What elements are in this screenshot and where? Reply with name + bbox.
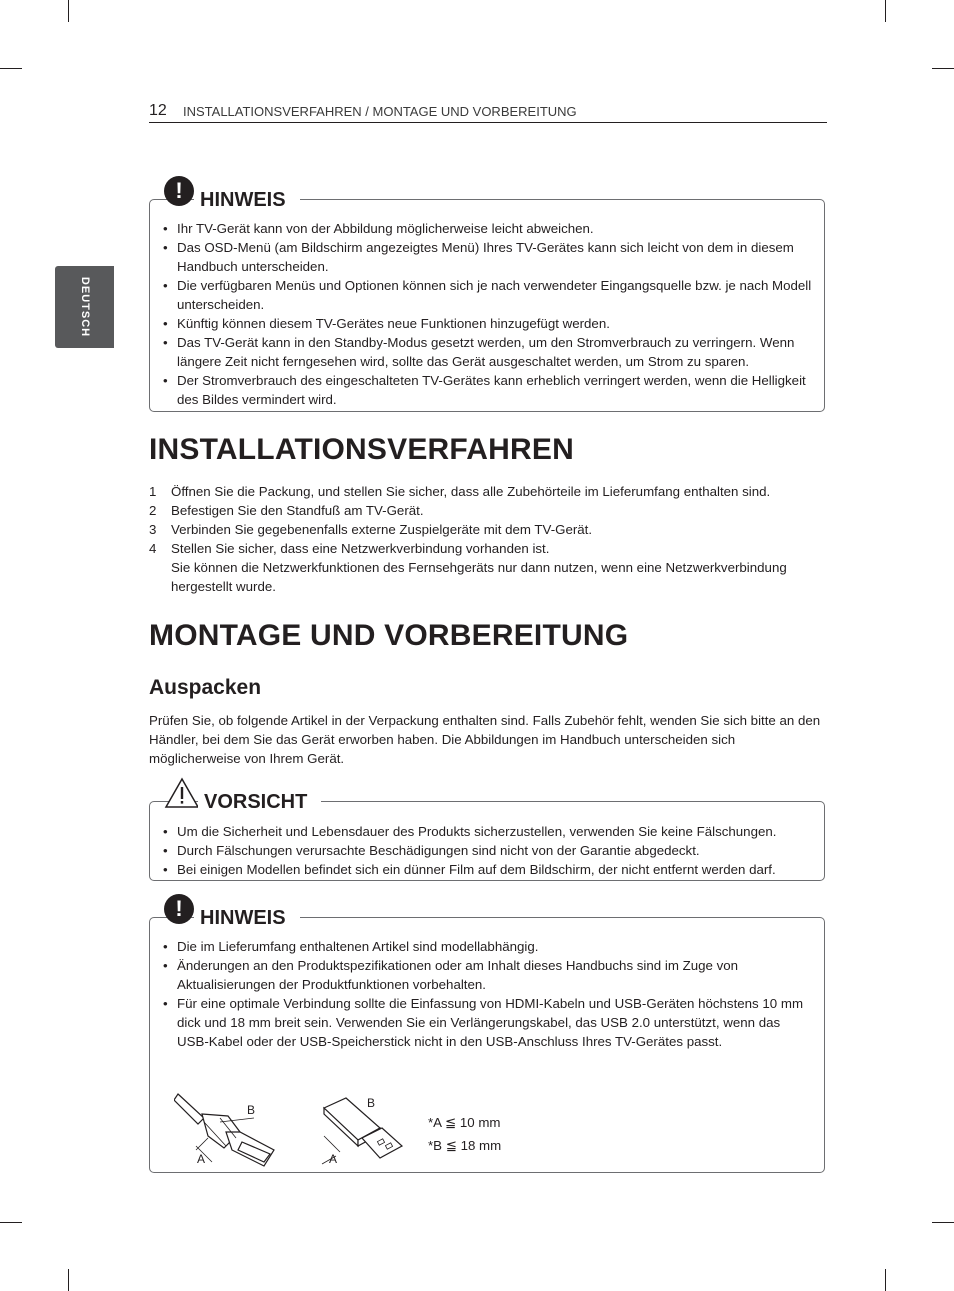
list-item: • Bei einigen Modellen befindet sich ein dünner Film auf dem Bildschirm, der nicht entfernt werden darf. xyxy=(163,860,812,879)
subheading-auspacken: Auspacken xyxy=(149,676,262,699)
list-item: • Der Stromverbrauch des eingeschalteten TV-Gerätes kann erheblich verringert werden, wenn die Helligkeit des Bildes vermindert wird. xyxy=(163,371,812,409)
label-a: A xyxy=(329,1152,338,1166)
label-a: A xyxy=(197,1152,206,1166)
crop-mark xyxy=(68,1269,69,1291)
crop-mark xyxy=(68,0,69,22)
page-header xyxy=(149,102,827,123)
language-tab-label: DEUTSCH xyxy=(78,276,91,338)
section-heading-installation: INSTALLATIONSVERFAHREN xyxy=(149,433,574,466)
list-item: 2 Befestigen Sie den Standfuß am TV-Gerät. xyxy=(149,503,424,518)
caution-list xyxy=(163,822,812,879)
list-item: 3 Verbinden Sie gegebenenfalls externe Zuspielgeräte mit dem TV-Gerät. xyxy=(149,522,593,537)
crop-mark xyxy=(885,1269,886,1291)
body-paragraph: Prüfen Sie, ob folgende Artikel in der Verpackung enthalten sind. Falls Zubehör fehlt, wenden Sie sich bitte an den Händler, bei dem Sie das Gerät erworben haben. Die Abbildungen im Handbuch unterscheiden sich möglicherweise von Ihrem Gerät. xyxy=(149,713,821,766)
section-heading-montage: MONTAGE UND VORBEREITUNG xyxy=(149,619,629,652)
crop-mark xyxy=(932,1222,954,1223)
crop-mark xyxy=(885,0,886,22)
installation-steps xyxy=(149,482,829,596)
warning-triangle-icon xyxy=(164,777,200,809)
exclamation-icon: ! xyxy=(164,176,194,206)
page-number: 12 xyxy=(149,102,167,119)
caution-title: VORSICHT xyxy=(198,789,321,815)
list-item: • Änderungen an den Produktspezifikationen oder am Inhalt dieses Handbuchs sind im Zuge von Aktualisierungen der Produktfunktionen vorbehalten. xyxy=(163,956,812,994)
dimension-b: *B ≦ 18 mm xyxy=(428,1138,502,1153)
list-item: • Ihr TV-Gerät kann von der Abbildung möglicherweise leicht abweichen. xyxy=(163,219,812,238)
note-box-2 xyxy=(149,896,825,1173)
label-b: B xyxy=(367,1096,376,1110)
language-tab xyxy=(55,266,114,348)
note-list xyxy=(163,937,812,1051)
note-title: HINWEIS xyxy=(194,905,300,931)
list-item: • Für eine optimale Verbindung sollte die Einfassung von HDMI-Kabeln und USB-Geräten höchstens 10 mm dick und 18 mm breit sein. Verwenden Sie ein Verlängerungskabel, das USB 2.0 unterstützt, wenn das USB-Kabel oder der USB-Speicherstick nicht in den USB-Anschluss Ihres TV-Gerätes passt. xyxy=(163,994,812,1051)
step-4-extra: Sie können die Netzwerkfunktionen des Fernsehgeräts nur dann nutzen, wenn eine Netzwerkverbindung hergestellt wurde. xyxy=(171,560,787,594)
list-item: • Das OSD-Menü (am Bildschirm angezeigtes Menü) Ihres TV-Gerätes kann sich leicht von dem in diesem Handbuch unterscheiden. xyxy=(163,238,812,276)
note-box-1 xyxy=(149,178,825,412)
label-b: B xyxy=(247,1103,256,1117)
list-item: 4 Stellen Sie sicher, dass eine Netzwerkverbindung vorhanden ist. Sie können die Netzwerkfunktionen des Fernsehgeräts nur dann nutzen, wenn eine Netzwerkverbindung hergestellt wurde. xyxy=(149,541,787,594)
dimension-a: *A ≦ 10 mm xyxy=(428,1115,501,1130)
exclamation-icon: ! xyxy=(164,894,194,924)
crop-mark xyxy=(932,68,954,69)
caution-box xyxy=(149,791,825,881)
running-head: INSTALLATIONSVERFAHREN / MONTAGE UND VORBEREITUNG xyxy=(183,104,577,119)
list-item: • Das TV-Gerät kann in den Standby-Modus gesetzt werden, um den Stromverbrauch zu verringern. Wenn längere Zeit nicht ferngesehen wird, sollte das Gerät ausgeschaltet werden, um Strom zu sparen. xyxy=(163,333,812,371)
note-title: HINWEIS xyxy=(194,187,300,213)
note-list xyxy=(163,219,812,409)
crop-mark xyxy=(0,1222,22,1223)
list-item: • Die im Lieferumfang enthaltenen Artikel sind modellabhängig. xyxy=(163,937,812,956)
list-item: • Um die Sicherheit und Lebensdauer des Produkts sicherzustellen, verwenden Sie keine Fälschungen. xyxy=(163,822,812,841)
hdmi-connector-illustration xyxy=(174,1088,294,1170)
list-item: • Die verfügbaren Menüs und Optionen können sich je nach verwendeter Eingangsquelle bzw. je nach Modell unterscheiden. xyxy=(163,276,812,314)
crop-mark xyxy=(0,68,22,69)
list-item: 1 Öffnen Sie die Packung, und stellen Sie sicher, dass alle Zubehörteile im Lieferumfang enthalten sind. xyxy=(149,484,771,499)
list-item: • Künftig können diesem TV-Gerätes neue Funktionen hinzugefügt werden. xyxy=(163,314,812,333)
list-item: • Durch Fälschungen verursachte Beschädigungen sind nicht von der Garantie abgedeckt. xyxy=(163,841,812,860)
